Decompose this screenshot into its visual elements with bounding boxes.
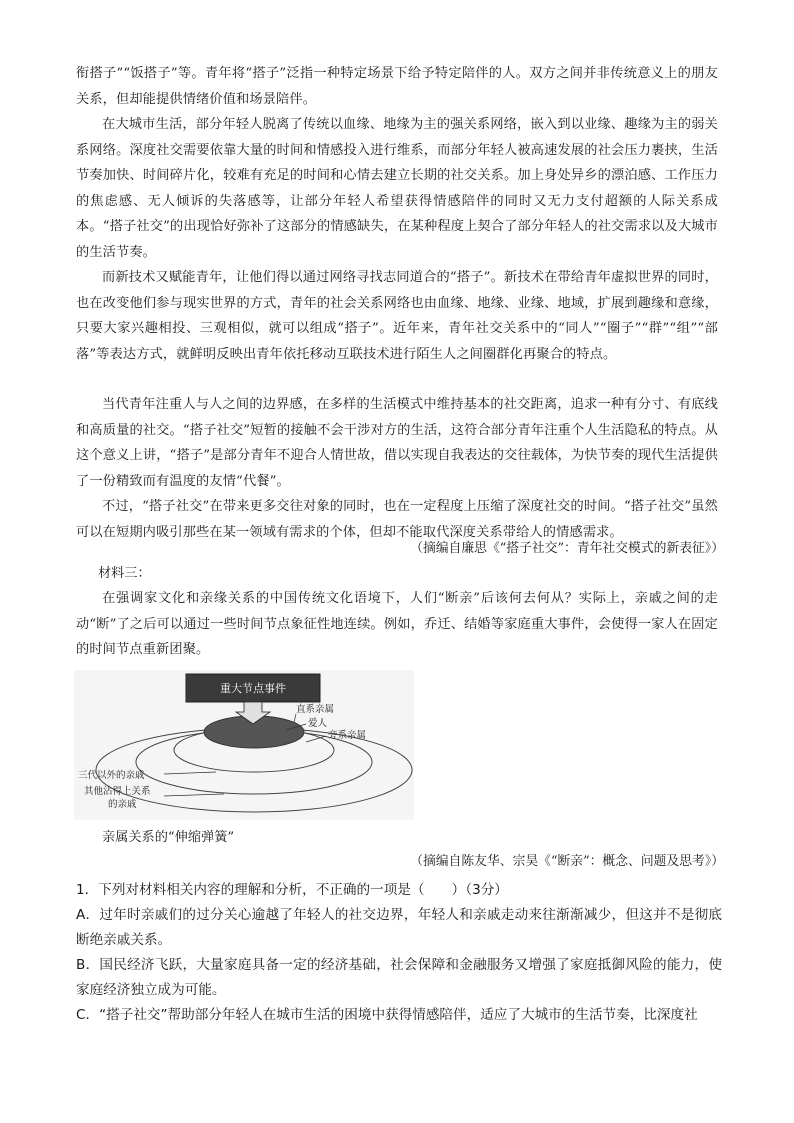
option-a[interactable]: A．过年时亲戚们的过分关心逾越了年轻人的社交边界，年轻人和亲戚走动来往渐渐减少，但这并不是彻底断绝亲戚关系。 bbox=[76, 907, 722, 948]
label-direct-relatives: 直系亲属 bbox=[296, 704, 335, 715]
kinship-diagram-svg bbox=[74, 670, 414, 820]
material-3-paragraph: 在强调家文化和亲缘关系的中国传统文化语境下，人们“断亲”后该何去何从？实际上，亲戚之间的走动“断”了之后可以通过一些时间节点象征性地连续。例如，乔迁、结婚等家庭重大事件，会使得一家人在固定的时间节点重新团聚。 bbox=[76, 591, 718, 657]
major-event-label: 重大节点事件 bbox=[220, 682, 286, 695]
paragraph-big-city: 在大城市生活，部分年轻人脱离了传统以血缘、地缘为主的强关系网络，嵌入到以业缘、趣缘为主的弱关系网络。深度社交需要依靠大量的时间和情感投入进行维系，而部分年轻人被高速发展的社会压力裹挟，生活节奏加快、时间碎片化，较难有充足的时间和心情去建立长期的社交关系。加上身处异乡的漂泊感、工作压力的焦虑感、无人倾诉的失落感等，让部分年轻人希望获得情感陪伴的同时又无力支付超额的人际关系成本。“搭子社交”的出现恰好弥补了这部分的情感缺失，在某种程度上契合了部分年轻人的社交需求以及大城市的生活节奏。 bbox=[76, 117, 718, 260]
paragraph-intro: 衔搭子”“饭搭子”等。青年将“搭子”泛指一种特定场景下给予特定陪伴的人。双方之间并非传统意义上的朋友关系，但却能提供情绪价值和场景陪伴。 bbox=[76, 66, 718, 107]
material-3-label: 材料三： bbox=[98, 566, 151, 581]
option-b[interactable]: B．国民经济飞跃，大量家庭具备一定的经济基础，社会保障和金融服务又增强了家庭抵御风险的能力，使家庭经济独立成为可能。 bbox=[76, 957, 722, 998]
paragraph-however: 不过，“搭子社交”在带来更多交往对象的同时，也在一定程度上压缩了深度社交的时间。“搭子社交”虽然可以在短期内吸引那些在某一领域有需求的个体，但却不能取代深度关系带给人的情感需求。 bbox=[76, 499, 718, 540]
source-citation-1: （摘编自廉思《“搭子社交”：青年社交模式的新表征》） bbox=[410, 541, 724, 556]
source-citation-2: （摘编自陈友华、宗昊《“断亲”：概念、问题及思考》） bbox=[410, 854, 724, 869]
label-spouse: 爱人 bbox=[308, 718, 328, 729]
label-other-relatives-line2: 的亲戚 bbox=[108, 799, 137, 810]
label-other-relatives-line1: 其他沾得上关系 bbox=[84, 786, 151, 797]
question-stem: 1．下列对材料相关内容的理解和分析，不正确的一项是（ ）（3分） bbox=[76, 882, 508, 898]
kinship-spring-diagram bbox=[74, 670, 414, 820]
label-beyond-three-generations: 三代以外的亲戚 bbox=[78, 770, 145, 781]
label-collateral-relatives: 旁系亲属 bbox=[328, 730, 367, 741]
paragraph-boundary: 当代青年注重人与人之间的边界感，在多样的生活模式中维持基本的社交距离，追求一种有分寸、有底线和高质量的社交。“搭子社交”短暂的接触不会干涉对方的生活，这符合部分青年注重个人生活隐私的特点。从这个意义上讲，“搭子”是部分青年不迎合人情世故，借以实现自我表达的交往载体，为快节奏的现代生活提供了一份精致而有温度的友情“代餐”。 bbox=[76, 397, 718, 489]
paragraph-new-tech: 而新技术又赋能青年，让他们得以通过网络寻找志同道合的“搭子”。新技术在带给青年虚拟世界的同时，也在改变他们参与现实世界的方式，青年的社会关系网络也由血缘、地缘、业缘、地域，扩展到趣缘和意缘，只要大家兴趣相投、三观相似，就可以组成“搭子”。近年来，青年社交关系中的“同人”“圈子”“群”“组”“部落”等表达方式，就鲜明反映出青年依托移动互联技术进行陌生人之间圈群化再聚合的特点。 bbox=[76, 270, 718, 362]
option-c[interactable]: C．“搭子社交”帮助部分年轻人在城市生活的困境中获得情感陪伴，适应了大城市的生活节奏，比深度社 bbox=[76, 1007, 698, 1023]
diagram-caption: 亲属关系的“伸缩弹簧” bbox=[102, 830, 235, 845]
